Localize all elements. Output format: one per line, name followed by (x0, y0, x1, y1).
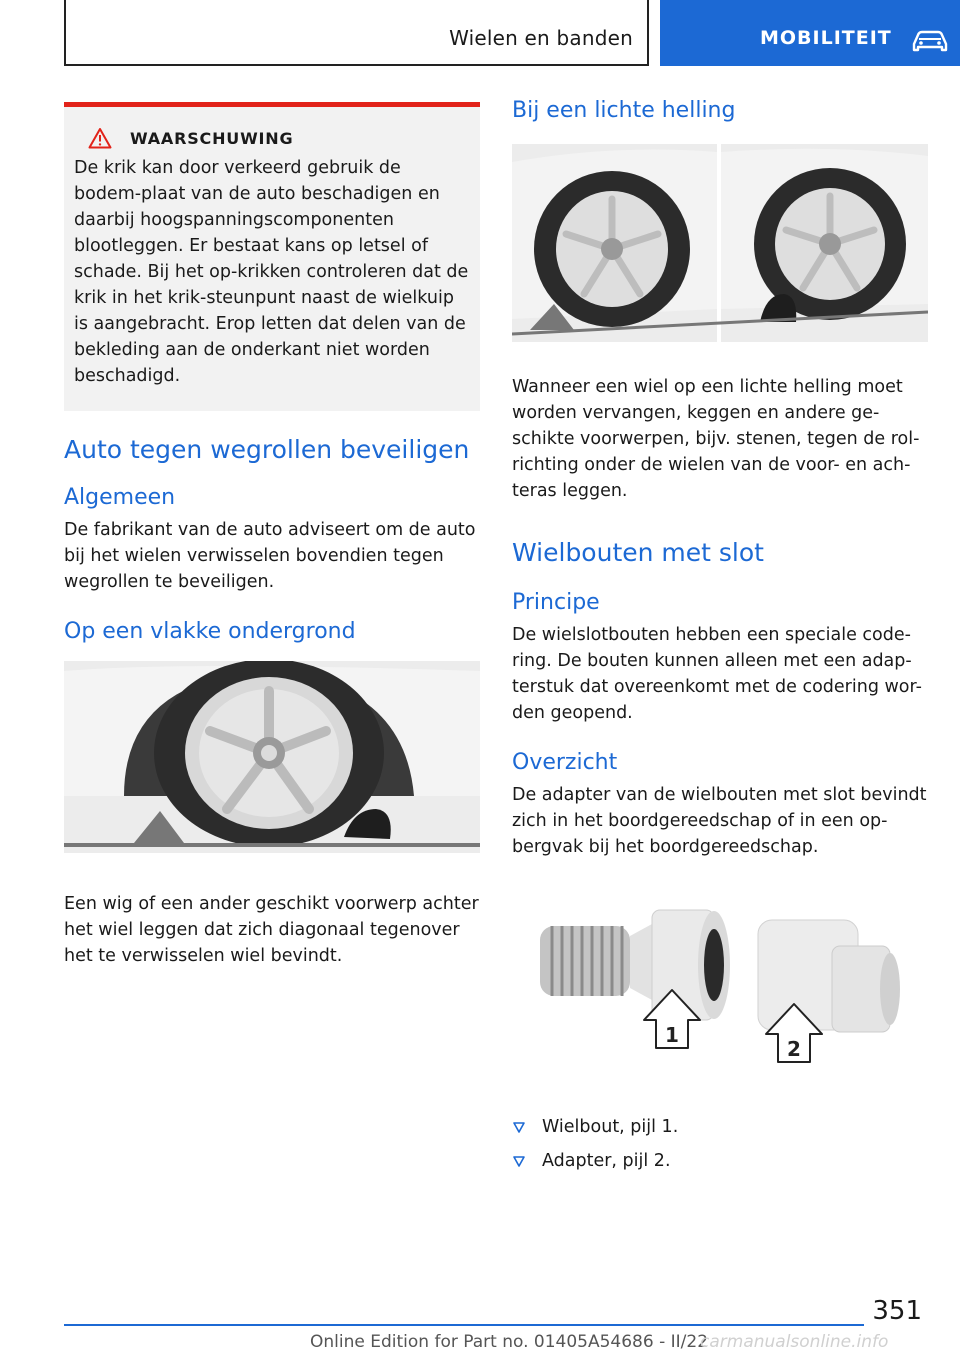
footer-edition: Online Edition for Part no. 01405A54686 - II/22 (310, 1332, 709, 1352)
figure-bolt-adapter (512, 884, 928, 1084)
header-section-box (64, 0, 649, 66)
figure-wheels-slope (512, 144, 928, 342)
page-number: 351 (872, 1296, 922, 1326)
footer-rule (64, 1324, 864, 1326)
warning-text: De krik kan door verkeerd gebruik de bodem-plaat van de auto beschadigen en daarbij hoogspanningscomponenten blootleggen. Er bestaat kans op letsel of schade. Bij het op-krikken controleren dat de krik in het krik-steunpunt naast de wielkuip is aangebracht. Erop letten dat delen van de bekleding aan de onderkant niet worden beschadigd. (74, 158, 469, 386)
wheel-bolt-illustration (540, 910, 730, 1020)
watermark: carmanualsonline.info (700, 1332, 889, 1352)
heading-slight-slope: Bij een lichte helling (512, 98, 736, 123)
right-column (512, 98, 928, 1182)
list-item (512, 1148, 928, 1174)
warning-box (64, 102, 480, 411)
list-item-text: Wielbout, pijl 1. (542, 1117, 679, 1137)
warning-title: WAARSCHUWING (130, 128, 294, 148)
bullet-triangle-icon (512, 1114, 526, 1140)
car-icon (910, 28, 950, 54)
paragraph-principle: De wielslotbouten hebben een speciale code-ring. De bouten kunnen alleen met een adap-terstuk dat overeenkomt met de codering wor-den geopend. (512, 625, 922, 723)
chapter-title: MOBILITEIT (760, 27, 892, 49)
adapter-illustration (758, 920, 900, 1032)
heading-locking-bolts: Wielbouten met slot (512, 538, 764, 567)
bullet-triangle-icon (512, 1148, 526, 1174)
figure-wheel-flat-ground (64, 661, 480, 853)
left-column (64, 102, 480, 969)
paragraph-slope: Wanneer een wiel op een lichte helling moet worden vervangen, keggen en andere ge-schikte voorwerpen, bijv. stenen, tegen de rol-richting onder de wielen van de voor- en ach-teras leggen. (512, 377, 920, 501)
heading-roll-protection: Auto tegen wegrollen beveiligen (64, 435, 470, 464)
overview-list (512, 1114, 928, 1174)
section-title: Wielen en banden (449, 26, 633, 50)
warning-triangle-icon (88, 127, 112, 149)
heading-overview: Overzicht (512, 750, 618, 775)
heading-principle: Principe (512, 590, 600, 615)
list-item-text: Adapter, pijl 2. (542, 1151, 671, 1171)
paragraph-general: De fabrikant van de auto adviseert om de auto bij het wielen verwisselen bovendien tegen wegrollen te beveiligen. (64, 520, 476, 592)
arrow-1-label: 1 (665, 1023, 679, 1047)
list-item (512, 1114, 928, 1140)
heading-flat-ground: Op een vlakke ondergrond (64, 619, 356, 644)
arrow-2-label: 2 (787, 1037, 801, 1061)
heading-general: Algemeen (64, 485, 176, 510)
header-chapter-tab[interactable] (660, 0, 960, 66)
paragraph-flat-ground: Een wig of een ander geschikt voorwerp achter het wiel leggen dat zich diagonaal tegenover het te verwisselen wiel bevindt. (64, 894, 479, 966)
paragraph-overview: De adapter van de wielbouten met slot bevindt zich in het boordgereedschap of in een op-bergvak bij het boordgereedschap. (512, 785, 927, 857)
